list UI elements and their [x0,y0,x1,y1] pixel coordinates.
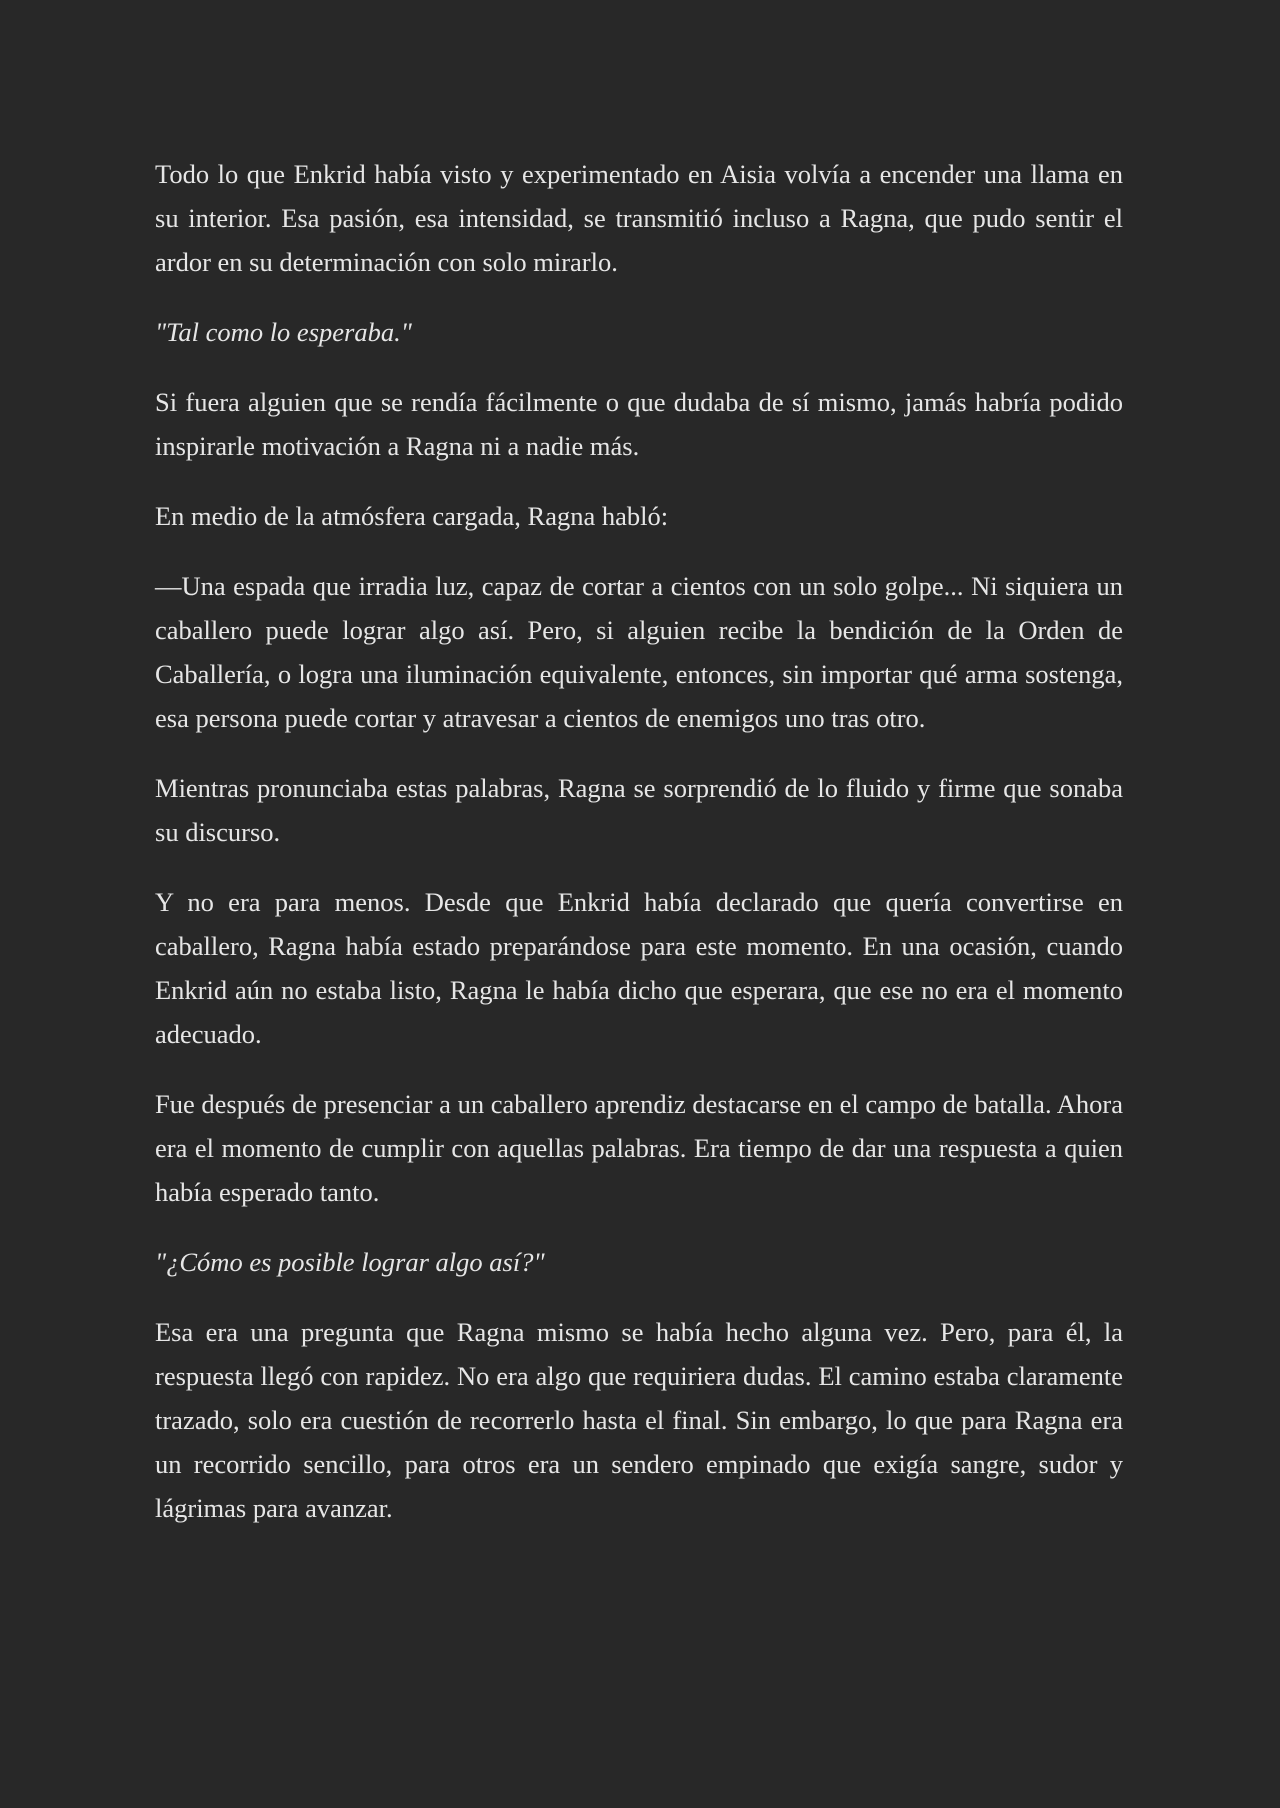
chapter-text [155,152,1123,1530]
paragraph: Y no era para menos. Desde que Enkrid había declarado que quería convertirse en caballero, Ragna había estado preparándose para este momento. En una ocasión, cuando Enkrid aún no estaba listo, Ragna le había dicho que esperara, que ese no era el momento adecuado. [155,887,1123,1049]
paragraph: Mientras pronunciaba estas palabras, Ragna se sorprendió de lo fluido y firme que sonaba su discurso. [155,773,1123,847]
dialogue-paragraph: —Una espada que irradia luz, capaz de cortar a cientos con un solo golpe... Ni siquiera un caballero puede lograr algo así. Pero, si alguien recibe la bendición de la Orden de Caballería, o logra una iluminación equivalente, entonces, sin importar qué arma sostenga, esa persona puede cortar y atravesar a cientos de enemigos uno tras otro. [155,571,1123,733]
paragraph: Esa era una pregunta que Ragna mismo se había hecho alguna vez. Pero, para él, la respuesta llegó con rapidez. No era algo que requiriera dudas. El camino estaba claramente trazado, solo era cuestión de recorrerlo hasta el final. Sin embargo, lo que para Ragna era un recorrido sencillo, para otros era un sendero empinado que exigía sangre, sudor y lágrimas para avanzar. [155,1317,1123,1523]
italic-thought: "¿Cómo es posible lograr algo así?" [155,1247,545,1277]
paragraph: Fue después de presenciar a un caballero aprendiz destacarse en el campo de batalla. Ahora era el momento de cumplir con aquellas palabras. Era tiempo de dar una respuesta a quien había esperado tanto. [155,1089,1123,1207]
paragraph: En medio de la atmósfera cargada, Ragna habló: [155,501,669,531]
paragraph: Si fuera alguien que se rendía fácilmente o que dudaba de sí mismo, jamás habría podido inspirarle motivación a Ragna ni a nadie más. [155,387,1123,461]
italic-thought: "Tal como lo esperaba." [155,317,412,347]
paragraph: Todo lo que Enkrid había visto y experimentado en Aisia volvía a encender una llama en su interior. Esa pasión, esa intensidad, se transmitió incluso a Ragna, que pudo sentir el ardor en su determinación con solo mirarlo. [155,159,1123,277]
